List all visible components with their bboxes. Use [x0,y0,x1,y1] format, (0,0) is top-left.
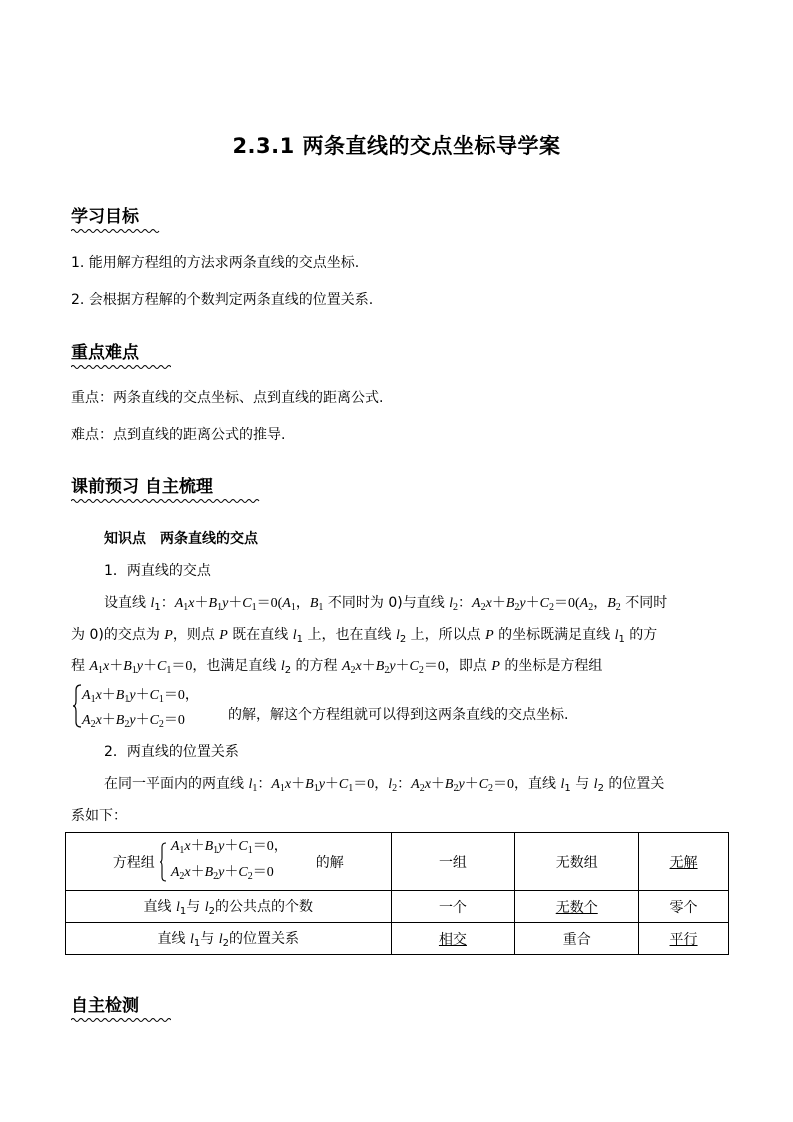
wavy-underline [71,364,171,370]
text-run: ，即点 [444,658,492,674]
section-heading-preview-label: 课前预习 自主梳理 [71,477,213,497]
table-row [66,891,729,923]
subsection-title: 2．两直线的位置关系 [104,744,239,760]
section-heading-self-check-label: 自主检测 [71,996,139,1016]
text-run: 直线 [143,899,176,915]
relation-table [65,832,729,955]
text-run: 在同一平面内的两直线 [104,776,249,792]
table-cell: 平行 [639,923,729,955]
paragraph-line: 系如下： [71,808,127,824]
text-run: 上，也在直线 [303,627,396,643]
text-run: 既在直线 [227,627,293,643]
table-cell: 零个 [639,891,729,923]
equation-system: $A_1x+B_1y+C_1=0$， $A_2x+B_2y+C_2=0$ [170,838,288,882]
text-run: 与直线 [402,595,450,611]
page-title: 2.3.1 两条直线的交点坐标导学案 [232,134,561,158]
table-row-label: 直线 $l_1$与 $l_2$的位置关系 [66,923,392,955]
table-row-label: 直线 $l_1$与 $l_2$的公共点的个数 [66,891,392,923]
wavy-underline [71,1017,171,1023]
text-run: 上，所以点 [406,627,486,643]
subsection-title: 1．两直线的交点 [104,563,211,579]
text-run: ，则点 [172,627,220,643]
text-run: 的交点为 [103,627,165,643]
equation-system: $A_1x+B_1y+C_1=0$， $A_2x+B_2y+C_2=0$ [82,688,199,730]
table-cell: 无数个 [515,891,639,923]
knowledge-point-title: 知识点 两条直线的交点 [104,531,258,547]
text-run: ，也满足直线 [192,658,281,674]
text-run: 与 [200,931,219,947]
paragraph-line: 的解，解这个方程组就可以得到这两条直线的交点坐标. [228,707,569,723]
left-brace [159,842,167,882]
text-run: 方程组 [112,854,155,871]
text-run: 与 [570,776,594,792]
text-run: 的公共点的个数 [214,899,313,915]
paragraph-line: 为 0)的交点为 P，则点 P 既在直线 $l_1$ 上，也在直线 $l_2$ 上，所以点 P 的坐标既满足直线 $l_1$ 的方 [71,627,658,645]
paragraph-line: 设直线 $l_1$：$A_1x+B_1y+C_1=0(A_1$，$B_1$ 不同时为 0)与直线 $l_2$：$A_2x+B_2y+C_2=0(A_2$，$B_2$ 不同时 [104,595,668,613]
text-run: 与 [186,899,205,915]
wavy-underline [71,228,161,234]
paragraph-line: 在同一平面内的两直线 $l_1$：$A_1x+B_1y+C_1=0$，$l_2$：$A_2x+B_2y+C_2=0$，直线 $l_1$ 与 $l_2$ 的位置关 [104,776,665,794]
table-row [66,923,729,955]
objective-item: 1. 能用解方程组的方法求两条直线的交点坐标. [71,255,360,271]
text-run: 直线 [157,931,190,947]
paragraph-line: 程 $A_1x+B_1y+C_1=0$，也满足直线 $l_2$ 的方程 $A_2x+B_2y+C_2=0$，即点 P 的坐标是方程组 [71,658,603,676]
section-heading-objectives [71,202,161,234]
table-row-label [66,833,392,891]
text-run: 的方程 [291,658,342,674]
section-heading-key-points-label: 重点难点 [71,343,139,363]
text-run: 的位置关 [603,776,665,792]
text-run: ，直线 [514,776,561,792]
table-cell: 一组 [391,833,515,891]
table-cell: 无数组 [515,833,639,891]
section-heading-key-points [71,338,171,370]
table-cell: 一个 [391,891,515,923]
text-run: 的解 [315,854,344,871]
table-cell: 无解 [639,833,729,891]
text-run: 的坐标既满足直线 [493,627,615,643]
left-brace [72,684,82,728]
table-row [66,833,729,891]
formula: l [150,596,155,611]
table-cell: 相交 [391,923,515,955]
table-cell: 重合 [515,923,639,955]
section-heading-self-check [71,991,171,1023]
wavy-underline [71,498,261,504]
key-point-item: 重点：两条直线的交点坐标、点到直线的距离公式. [71,390,384,406]
text-run: 的位置关系 [228,931,299,947]
text-run: 的坐标是方程组 [499,658,603,674]
section-heading-objectives-label: 学习目标 [71,207,139,227]
key-point-item: 难点：点到直线的距离公式的推导. [71,427,286,443]
text-run: 的方 [624,627,658,643]
section-heading-preview [71,472,261,504]
text-run: 程 [71,658,90,674]
objective-item: 2. 会根据方程解的个数判定两条直线的位置关系. [71,292,374,308]
text-run: 设直线 [104,595,151,611]
